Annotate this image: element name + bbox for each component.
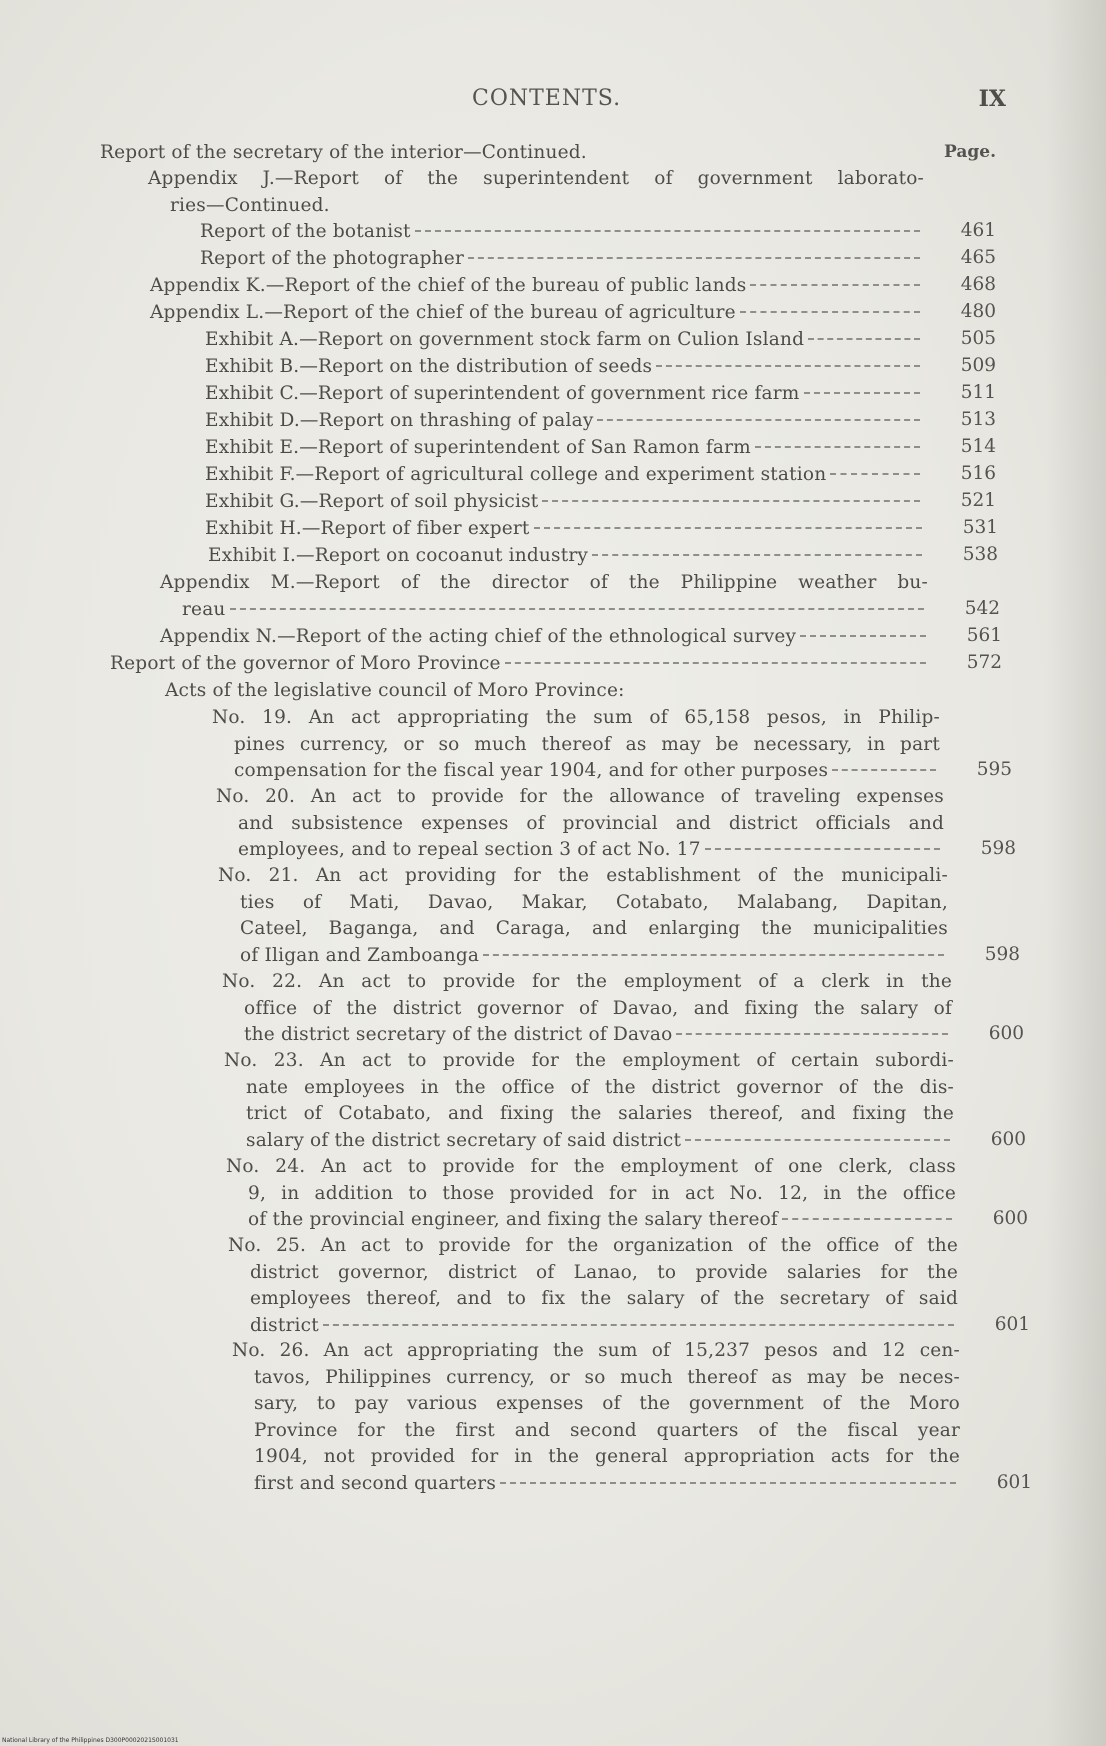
toc-page-number: 465 — [960, 247, 996, 268]
dotted-leader — [830, 473, 920, 475]
toc-entry-line — [148, 166, 924, 193]
dotted-leader — [755, 446, 920, 448]
toc-entry-line — [205, 408, 924, 435]
dotted-leader — [592, 554, 922, 556]
toc-entry-text: trict of Cotabato, and fixing the salaries thereof, and fixing the — [246, 1103, 954, 1124]
toc-entry-text: Acts of the legislative council of Moro Province: — [165, 680, 625, 701]
toc-page-number: 600 — [988, 1023, 1024, 1044]
toc-entry — [205, 435, 924, 462]
toc-entry-text: Appendix N.—Report of the acting chief of the ethnological survey — [160, 626, 797, 647]
toc-page-number: 538 — [962, 544, 998, 565]
toc-entry-line — [150, 300, 924, 327]
toc-entry — [200, 246, 924, 273]
toc-entry-line — [232, 1365, 960, 1392]
toc-page-number: 509 — [960, 355, 996, 376]
toc-entry-text: Report of the photographer — [200, 248, 464, 269]
toc-entry-line — [205, 516, 926, 543]
toc-entry-text: No. 24. An act to provide for the employment of one clerk, class — [226, 1156, 956, 1177]
toc-entry-text: compensation for the fiscal year 1904, and for other purposes — [234, 760, 829, 781]
toc-entry-text: Exhibit G.—Report of soil physicist — [205, 491, 539, 512]
toc-entry-line — [160, 597, 928, 624]
toc-entry-line — [205, 381, 924, 408]
toc-entry-text: district governor, district of Lanao, to provide salaries for the — [250, 1261, 958, 1283]
toc-entry-text: No. 22. An act to provide for the employment of a clerk in the — [222, 971, 952, 992]
toc-entry-line — [232, 1338, 960, 1365]
toc-entry-line — [232, 1391, 960, 1418]
toc-entry — [150, 273, 924, 300]
dotted-leader — [782, 1218, 952, 1220]
dotted-leader — [415, 230, 920, 232]
page-title: CONTENTS. — [472, 86, 622, 111]
toc-entry-text: No. 21. An act providing for the establishment of the municipali- — [218, 865, 948, 886]
toc-entry-line — [212, 758, 940, 785]
toc-page-number: 513 — [960, 409, 996, 430]
toc-entry-text: 1904, not provided for in the general appropriation acts for the — [254, 1446, 960, 1467]
dotted-leader — [656, 365, 920, 367]
toc-entry-line — [205, 435, 924, 462]
toc-entry-line — [216, 784, 944, 811]
dotted-leader — [676, 1033, 948, 1035]
dotted-leader — [740, 311, 920, 313]
toc-entry-text: of the provincial engineer, and fixing the salary thereof — [248, 1209, 778, 1230]
toc-entry-line — [205, 462, 924, 489]
toc-entry-text: No. 25. An act to provide for the organization of the office of the — [228, 1235, 958, 1256]
toc-page-number: 601 — [994, 1313, 1030, 1335]
toc-entry — [222, 969, 952, 1049]
toc-entry-line — [228, 1233, 958, 1260]
toc-entry-text: salary of the district secretary of said district — [246, 1129, 682, 1151]
dotted-leader — [705, 848, 940, 850]
toc-entry-line — [226, 1181, 956, 1208]
toc-page-number: 514 — [960, 436, 996, 457]
toc-entry-line — [212, 732, 940, 759]
toc-entry-text: sary, to pay various expenses of the government of the Moro — [254, 1393, 960, 1414]
toc-entry-line — [205, 354, 924, 381]
toc-entry-text: Exhibit D.—Report on thrashing of palay — [205, 410, 594, 431]
toc-entry-text: first and second quarters — [254, 1472, 497, 1494]
toc-entry-text: tavos, Philippines currency, or so much thereof as may be neces- — [254, 1366, 960, 1388]
toc-entry-line — [100, 140, 924, 167]
toc-entry-line — [232, 1418, 960, 1445]
toc-entry-line — [216, 837, 944, 864]
toc-entry-line — [205, 327, 924, 354]
toc-entry-text: pines currency, or so much thereof as may be necessary, in part — [234, 733, 940, 755]
toc-entry — [200, 219, 924, 246]
scan-footer-note: National Library of the Philippines D300P0002021S001031 — [2, 1737, 179, 1744]
toc-entry-line — [228, 1260, 958, 1287]
toc-entry-text: nate employees in the office of the district governor of the dis- — [246, 1076, 954, 1098]
toc-entry — [228, 1233, 958, 1339]
toc-entry — [165, 678, 930, 705]
toc-entry-text: Appendix K.—Report of the chief of the bureau of public lands — [150, 275, 747, 296]
toc-entry — [100, 140, 924, 167]
toc-entry-text: No. 23. An act to provide for the employment of certain subordi- — [224, 1050, 954, 1071]
dotted-leader — [832, 769, 936, 771]
toc-entry-text: Report of the botanist — [200, 221, 411, 242]
toc-entry-text: Exhibit H.—Report of fiber expert — [205, 518, 530, 539]
toc-entry-line — [208, 543, 926, 570]
dotted-leader — [808, 338, 920, 340]
toc-entry-line — [165, 678, 930, 705]
toc-entry-line — [218, 916, 948, 943]
toc-entry-text: Cateel, Baganga, and Caraga, and enlarging the municipalities — [240, 918, 948, 939]
toc-page-number: 505 — [960, 328, 996, 349]
toc-entry-text: Appendix L.—Report of the chief of the bureau of agriculture — [150, 302, 736, 323]
toc-entry-text: Exhibit F.—Report of agricultural college and experiment station — [205, 464, 827, 485]
toc-entry — [110, 651, 930, 678]
dotted-leader — [500, 1482, 956, 1484]
toc-entry-line — [218, 943, 948, 970]
toc-page-number: 516 — [960, 463, 996, 484]
page-header — [96, 86, 1006, 120]
toc-entry — [205, 408, 924, 435]
toc-entry — [205, 489, 924, 516]
dotted-leader — [230, 608, 924, 610]
toc-entry — [216, 784, 944, 864]
dotted-leader — [534, 527, 922, 529]
toc-entry — [218, 863, 948, 969]
toc-entry — [224, 1048, 954, 1154]
toc-entry-text: Exhibit E.—Report of superintendent of San Ramon farm — [205, 437, 751, 458]
toc-entry-line — [205, 489, 924, 516]
toc-entry — [160, 570, 928, 623]
toc-entry-line — [224, 1101, 954, 1128]
dotted-leader — [750, 284, 920, 286]
toc-entry-line — [218, 890, 948, 917]
toc-page-number: 521 — [960, 490, 996, 511]
dotted-leader — [505, 662, 926, 664]
dotted-leader — [483, 954, 944, 956]
dotted-leader — [804, 392, 920, 394]
dotted-leader — [468, 257, 920, 259]
toc-entry-text: Appendix M.—Report of the director of the Philippine weather bu- — [160, 572, 928, 593]
toc-entry-line — [150, 273, 924, 300]
toc-page-number: 598 — [984, 943, 1020, 965]
toc-entry — [205, 381, 924, 408]
toc-entry-line — [212, 705, 940, 732]
toc-entry-text: reau — [182, 598, 226, 620]
toc-entry-line — [110, 651, 930, 678]
toc-entry-text: Province for the first and second quarters of the fiscal year — [254, 1419, 960, 1441]
toc-entry-text: ries—Continued. — [170, 194, 330, 216]
toc-entry-line — [160, 624, 930, 651]
toc-entry-line — [228, 1286, 958, 1313]
toc-entry-text: office of the district governor of Davao, and fixing the salary of — [244, 997, 952, 1019]
toc-entry — [205, 354, 924, 381]
toc-entry-text: No. 19. An act appropriating the sum of 65,158 pesos, in Philip- — [212, 707, 940, 728]
toc-page-number: 595 — [976, 759, 1012, 780]
page-column-label: Page. — [944, 142, 996, 162]
toc-entry-text: Exhibit I.—Report on cocoanut industry — [208, 545, 589, 566]
toc-entry-text: employees thereof, and to fix the salary of the secretary of said — [250, 1288, 958, 1309]
toc-entry — [205, 462, 924, 489]
toc-entry-line — [148, 193, 924, 220]
toc-entry-text: ties of Mati, Davao, Makar, Cotabato, Malabang, Dapitan, — [240, 891, 948, 913]
toc-page-number: 600 — [990, 1128, 1026, 1150]
toc-entry-line — [160, 570, 928, 597]
toc-page-number: 480 — [960, 301, 996, 322]
toc-entry-line — [226, 1154, 956, 1181]
toc-page-number: 601 — [996, 1471, 1032, 1493]
toc-page-number: 468 — [960, 274, 996, 295]
toc-entry — [160, 624, 930, 651]
toc-page-number: 600 — [992, 1208, 1028, 1229]
toc-entry — [205, 327, 924, 354]
toc-entry-text: of Iligan and Zamboanga — [240, 944, 480, 966]
toc-entry-text: district — [250, 1314, 319, 1336]
toc-entry — [212, 705, 940, 785]
toc-entry-line — [218, 863, 948, 890]
toc-entry — [205, 516, 926, 543]
toc-entry-line — [222, 996, 952, 1023]
toc-entry — [148, 166, 924, 219]
toc-entry-text: Report of the secretary of the interior—Continued. — [100, 142, 587, 163]
toc-entry-line — [222, 1022, 952, 1049]
toc-entry-text: No. 26. An act appropriating the sum of 15,237 pesos and 12 cen- — [232, 1340, 960, 1361]
toc-entry-text: the district secretary of the district of Davao — [244, 1024, 673, 1045]
page-number: IX — [978, 86, 1006, 112]
toc-entry-line — [224, 1048, 954, 1075]
toc-entry-line — [224, 1128, 954, 1155]
toc-entry-line — [222, 969, 952, 996]
toc-page-number: 511 — [960, 382, 996, 403]
toc-entry-text: Exhibit A.—Report on government stock farm on Culion Island — [205, 329, 805, 350]
toc-page-number: 598 — [980, 838, 1016, 859]
dotted-leader — [597, 419, 920, 421]
toc-page-number: 461 — [960, 220, 996, 241]
toc-entry-line — [232, 1444, 960, 1471]
toc-entry-text: 9, in addition to those provided for in act No. 12, in the office — [248, 1182, 956, 1204]
dotted-leader — [542, 500, 920, 502]
dotted-leader — [685, 1139, 950, 1141]
toc-page-number: 531 — [962, 517, 998, 538]
toc-entry-line — [226, 1207, 956, 1234]
dotted-leader — [323, 1324, 954, 1326]
toc-page-number: 542 — [964, 597, 1000, 619]
toc-entry-line — [216, 811, 944, 838]
toc-entry-line — [224, 1075, 954, 1102]
page-shadow — [1046, 0, 1106, 1746]
toc-entry-line — [200, 219, 924, 246]
toc-entry-text: Exhibit C.—Report of superintendent of government rice farm — [205, 383, 800, 404]
toc-entry — [232, 1338, 960, 1497]
toc-entry — [226, 1154, 956, 1234]
toc-entry-text: Appendix J.—Report of the superintendent of government laborato- — [148, 168, 924, 189]
toc-entry — [208, 543, 926, 570]
toc-entry — [150, 300, 924, 327]
toc-page-number: 561 — [966, 625, 1002, 646]
toc-entry-line — [200, 246, 924, 273]
toc-page-number: 572 — [966, 652, 1002, 673]
toc-entry-line — [232, 1471, 960, 1498]
toc-entry-text: and subsistence expenses of provincial and district officials and — [238, 812, 944, 834]
toc-entry-text: Exhibit B.—Report on the distribution of seeds — [205, 356, 653, 377]
toc-entry-line — [228, 1313, 958, 1340]
dotted-leader — [800, 635, 926, 637]
toc-entry-text: Report of the governor of Moro Province — [110, 653, 501, 674]
toc-entry-text: No. 20. An act to provide for the allowance of traveling expenses — [216, 786, 944, 807]
toc-entry-text: employees, and to repeal section 3 of act No. 17 — [238, 839, 701, 860]
